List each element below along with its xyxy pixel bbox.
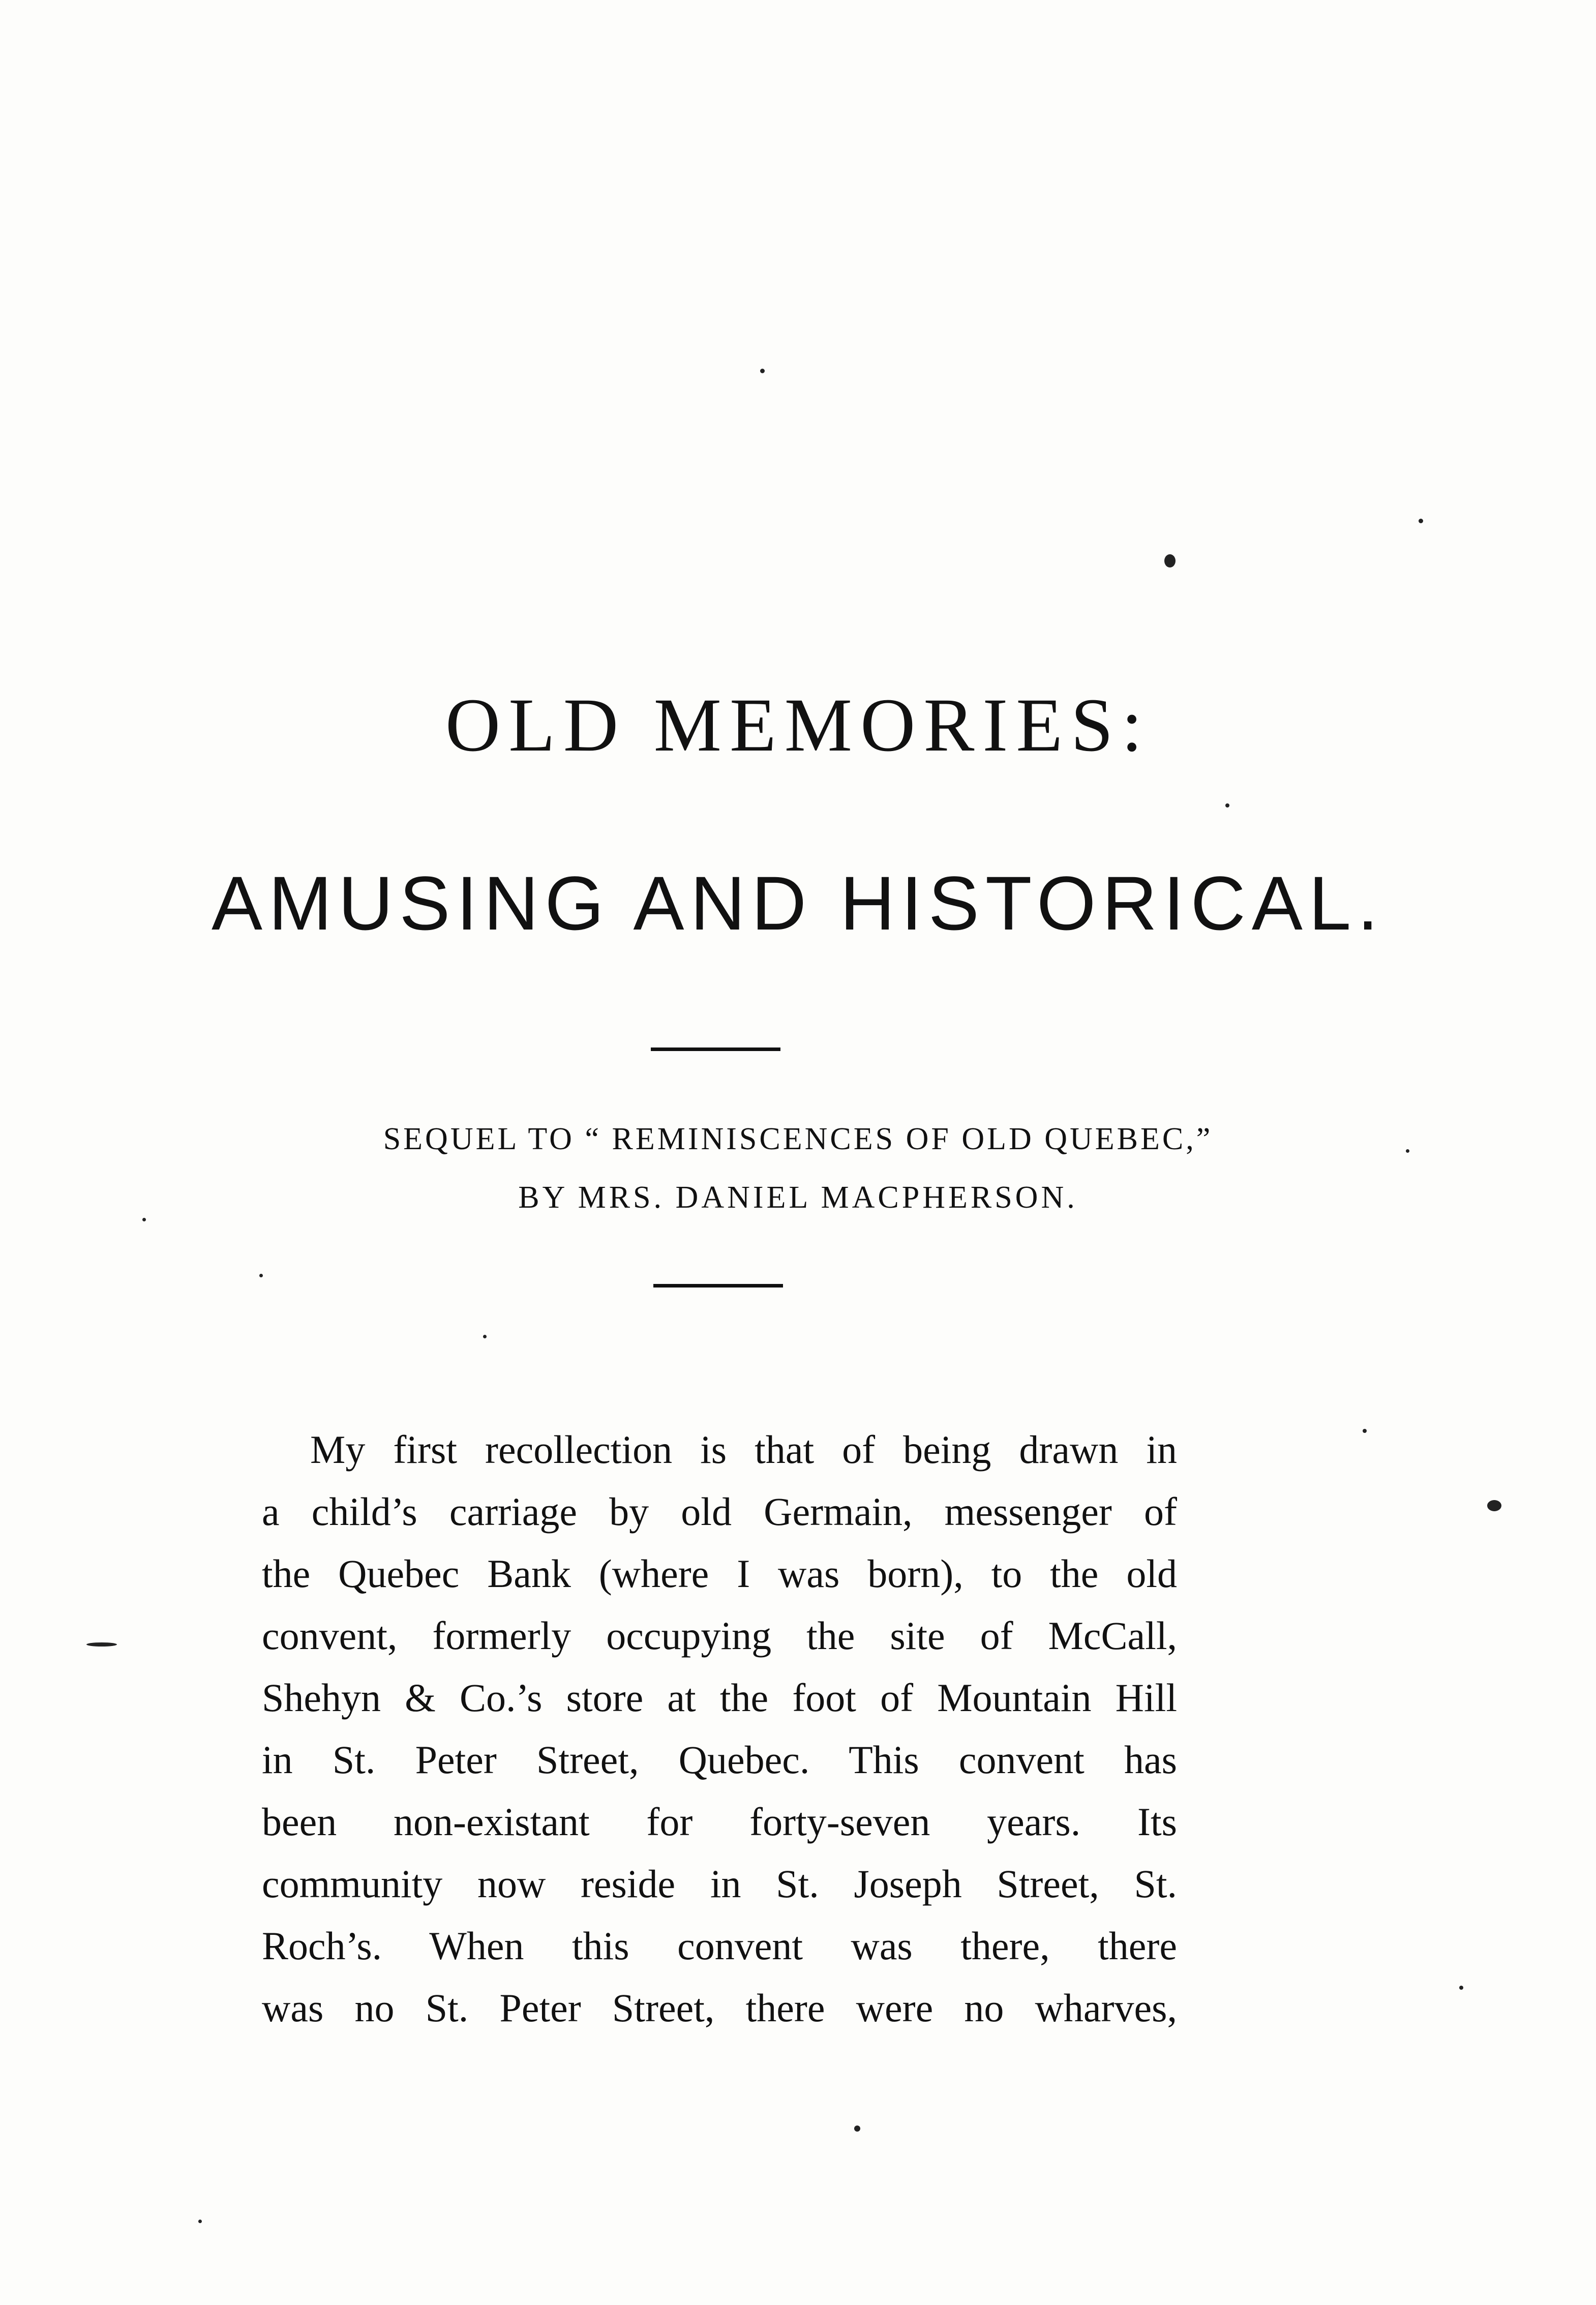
scan-speck [854, 2126, 860, 2132]
body-line-10: was no St. Peter Street, there were no wharves, [262, 1986, 1177, 2030]
author-line: BY MRS. DANIEL MACPHERSON. [518, 1180, 1078, 1215]
body-line-9: Roch’s. When this convent was there, there [262, 1924, 1177, 1968]
body-line-3: the Quebec Bank (where I was born), to the old [262, 1551, 1177, 1596]
sequel-line: SEQUEL TO “ REMINISCENCES OF OLD QUEBEC,” [383, 1122, 1213, 1156]
body-line-2: a child’s carriage by old Germain, messenger of [262, 1489, 1177, 1534]
scan-speck [1487, 1500, 1501, 1511]
scan-speck [86, 1642, 117, 1647]
body-line-8: community now reside in St. Joseph Street, St. [262, 1862, 1177, 1906]
scan-speck [259, 1274, 263, 1277]
page-subtitle: AMUSING AND HISTORICAL. [212, 860, 1384, 946]
scan-speck [1419, 519, 1423, 523]
scan-speck [760, 369, 765, 373]
divider-rule-bottom [653, 1284, 783, 1288]
scan-speck [1459, 1986, 1463, 1990]
body-line-1: My first recollection is that of being drawn in [310, 1427, 1177, 1472]
body-paragraph [262, 1419, 1177, 2039]
body-line-6: in St. Peter Street, Quebec. This convent has [262, 1738, 1177, 1782]
scan-speck [142, 1218, 146, 1221]
scan-speck [1406, 1149, 1409, 1153]
scan-speck [483, 1335, 487, 1338]
page-title: OLD MEMORIES: [445, 683, 1151, 767]
scan-speck [198, 2220, 202, 2223]
body-line-5: Shehyn & Co.’s store at the foot of Mountain Hill [262, 1675, 1177, 1720]
body-line-4: convent, formerly occupying the site of McCall, [262, 1613, 1177, 1658]
scan-speck [1225, 803, 1229, 807]
divider-rule-top [651, 1047, 780, 1051]
body-line-7: been non-existant for forty-seven years. Its [262, 1800, 1177, 1844]
scan-speck [1164, 554, 1176, 567]
scan-speck [1363, 1429, 1367, 1433]
